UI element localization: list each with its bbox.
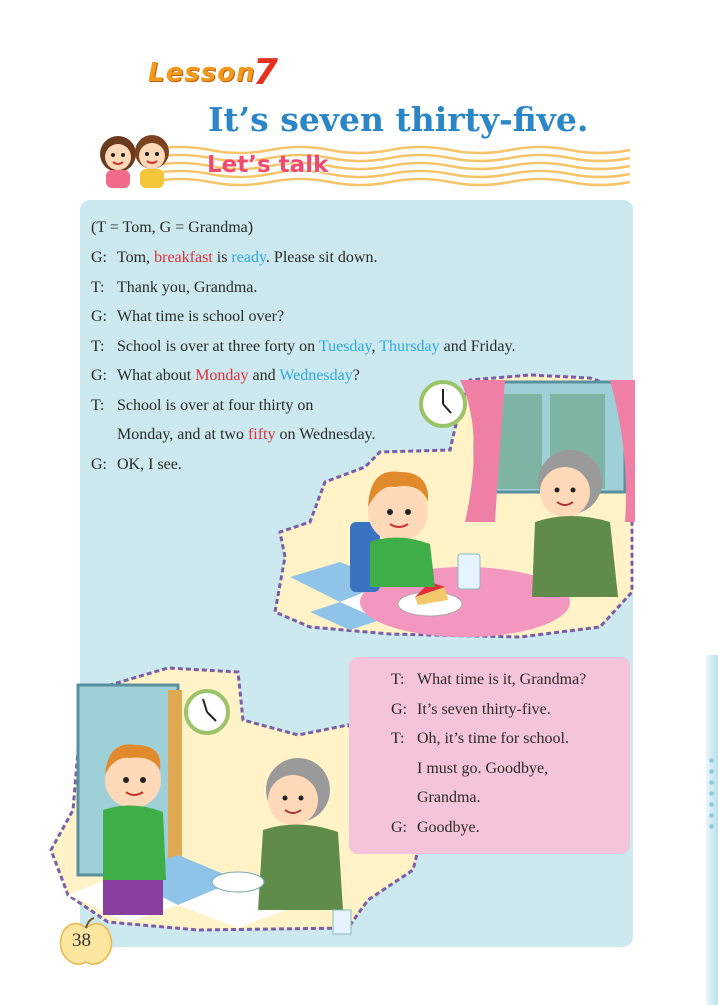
line-text: is <box>212 249 232 266</box>
speaker-label: T: <box>91 396 105 414</box>
highlighted-word: Monday <box>195 367 249 384</box>
dialogue-line <box>91 367 360 385</box>
line-text: School is over at four thirty on <box>117 396 314 414</box>
line-text: Monday, and at two <box>117 426 248 443</box>
dialogue-line <box>391 701 551 719</box>
lesson-number: 7 <box>253 52 279 93</box>
speaker-label: G: <box>91 249 107 266</box>
line-text: Tom, <box>117 249 155 266</box>
dialogue-line <box>391 819 480 837</box>
highlighted-word: fifty <box>247 426 276 443</box>
line-text: What about <box>117 367 196 384</box>
wall-clock-icon <box>183 688 231 736</box>
dialogue-line <box>91 338 516 356</box>
line-text: , <box>371 337 380 355</box>
dialogue-line <box>91 456 182 474</box>
highlighted-word: ready <box>231 249 266 266</box>
line-text: Oh, it’s time for school. <box>417 730 569 747</box>
page-edge-pattern <box>706 755 717 835</box>
lesson-label: Lesson <box>148 58 256 88</box>
line-text: OK, I see. <box>117 455 182 473</box>
legend-text: (T = Tom, G = Grandma) <box>91 219 254 236</box>
kids-illustration <box>90 126 180 190</box>
highlighted-word: Wednesday <box>279 367 353 384</box>
line-text: I must go. Goodbye, <box>417 759 549 777</box>
dialogue-line <box>91 249 377 267</box>
line-text: on Wednesday. <box>275 426 376 443</box>
line-text: . Please sit down. <box>265 249 378 266</box>
dialogue-line <box>91 308 284 326</box>
line-text: What time is school over? <box>117 308 285 325</box>
speaker-label: T: <box>391 730 405 747</box>
page-number: 38 <box>72 930 91 951</box>
speaker-label: G: <box>91 455 107 473</box>
highlighted-word: Tuesday <box>318 337 372 355</box>
page-title: It’s seven thirty-five. <box>208 100 589 139</box>
dialogue-line <box>91 426 376 444</box>
section-heading: Let’s talk <box>207 152 329 178</box>
speaker-label: T: <box>391 671 405 688</box>
speaker-label: G: <box>91 367 107 384</box>
speaker-label: G: <box>391 700 407 718</box>
speaker-label: G: <box>91 308 107 325</box>
speaker-label: T: <box>91 278 105 296</box>
line-text: Thank you, Grandma. <box>117 278 258 296</box>
line-text: It’s seven thirty-five. <box>417 700 551 718</box>
line-text: and <box>248 367 280 384</box>
wall-clock-icon <box>418 379 468 429</box>
line-text: and Friday. <box>439 337 516 355</box>
dialogue-line <box>391 671 586 689</box>
line-text: ? <box>352 367 360 384</box>
dialogue-line <box>391 730 569 748</box>
speaker-label: T: <box>91 337 105 355</box>
line-text: School is over at three forty on <box>117 337 319 355</box>
line-text: What time is it, Grandma? <box>417 671 587 688</box>
line-text: Goodbye. <box>417 818 480 836</box>
highlighted-word: Thursday <box>379 337 440 355</box>
dialogue-line <box>91 279 257 297</box>
dialogue-line <box>91 397 313 415</box>
dialogue-line <box>391 789 481 807</box>
dialogue-line <box>391 760 548 778</box>
highlighted-word: breakfast <box>154 249 213 266</box>
line-text: Grandma. <box>417 789 481 806</box>
speaker-label: G: <box>391 818 407 836</box>
